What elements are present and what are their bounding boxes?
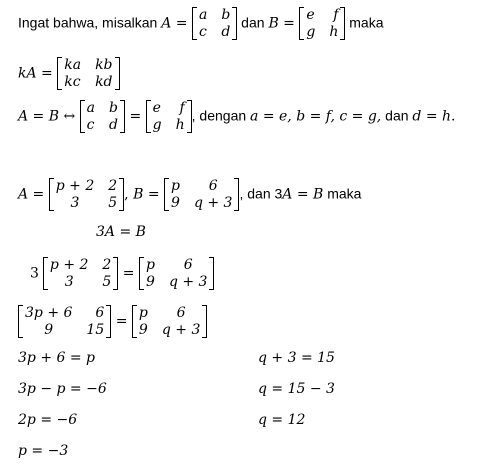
matrix-A: [49, 178, 124, 211]
matrix-A-sub: [43, 257, 118, 290]
cell: 3p + 6: [25, 305, 73, 321]
condition: A = B: [282, 186, 324, 203]
step-q-3: q = 12: [258, 412, 306, 428]
cell: c: [198, 24, 207, 40]
equals: =: [171, 15, 192, 32]
equality-lhs: A = B ↔: [18, 108, 80, 125]
cell: h: [175, 117, 185, 133]
cell: b: [109, 100, 118, 116]
definition-line: [18, 7, 384, 40]
cell: p: [138, 305, 148, 321]
intro-text: Ingat bahwa, misalkan: [18, 14, 162, 31]
cell: h: [329, 24, 339, 40]
cell: a: [86, 100, 96, 116]
cell: g: [152, 117, 162, 133]
matrix-3A: [18, 305, 111, 338]
equals: =: [111, 313, 132, 330]
cell: kd: [95, 74, 113, 90]
with-text: , dengan: [191, 107, 251, 124]
scalar: 3: [30, 265, 39, 282]
cell: f: [179, 100, 185, 116]
step-p-1: 3p + 6 = p: [18, 350, 95, 366]
kA: kA: [18, 65, 37, 82]
cell: ka: [64, 57, 82, 73]
A-eq: A =: [18, 186, 49, 203]
matrix-kA: [57, 57, 119, 90]
matrix-right: [146, 100, 192, 133]
cell: p + 2: [55, 178, 95, 194]
cell: g: [306, 24, 316, 40]
equals: =: [278, 15, 300, 32]
and-text: , dan 3: [239, 185, 283, 202]
cell: 9: [44, 322, 54, 338]
step-p-2: 3p − p = −6: [18, 381, 107, 397]
step-q-1: q + 3 = 15: [258, 350, 335, 366]
cell: 5: [102, 274, 112, 290]
matrix-a-generic: [192, 7, 237, 40]
substitution-line: [30, 257, 214, 290]
cell: 9: [171, 195, 180, 211]
cell: 9: [145, 274, 155, 290]
cell: 6: [176, 305, 186, 321]
equals: =: [125, 108, 146, 125]
matrix-b-generic: [299, 7, 345, 40]
matrix-B: [164, 178, 239, 211]
cell: 6: [183, 257, 193, 273]
problem-line: [18, 178, 361, 211]
then-text: maka: [323, 185, 362, 202]
cell: d: [221, 24, 231, 40]
cell: p: [145, 257, 155, 273]
cell: p + 2: [49, 257, 89, 273]
cell: 6: [95, 305, 105, 321]
matrix-B-sub: [139, 257, 214, 290]
cell: 5: [108, 195, 118, 211]
product-line: [18, 305, 207, 338]
equals: =: [36, 65, 58, 82]
and-text: dan: [237, 14, 269, 31]
cell: 2: [108, 178, 118, 194]
cell: f: [333, 7, 339, 23]
cell: a: [198, 7, 208, 23]
cell: e: [306, 7, 315, 23]
cell: q + 3: [161, 322, 201, 338]
cell: q + 3: [193, 195, 233, 211]
B-eq: B =: [133, 186, 164, 203]
cell: kb: [95, 57, 113, 73]
comma: ,: [124, 186, 134, 203]
var-b: B: [268, 15, 279, 32]
conditions: a = e, b = f, c = g,: [250, 108, 382, 125]
cell: p: [171, 178, 180, 194]
scalar-multiplication-line: [18, 57, 120, 90]
cell: d: [109, 117, 118, 133]
then-text: maka: [345, 14, 384, 31]
cell: 6: [208, 178, 218, 194]
equality-line: [18, 100, 455, 133]
cell: 3: [70, 195, 80, 211]
matrix-left: [80, 100, 125, 133]
and-text: dan: [381, 107, 413, 124]
equation-3A-B: 3A = B: [96, 224, 146, 240]
cell: q + 3: [168, 274, 208, 290]
condition-d: d = h: [412, 108, 452, 125]
cell: b: [221, 7, 231, 23]
cell: 2: [102, 257, 112, 273]
step-p-3: 2p = −6: [18, 412, 78, 428]
equals: =: [118, 265, 139, 282]
period: .: [451, 108, 456, 125]
cell: 3: [64, 274, 74, 290]
cell: c: [86, 117, 95, 133]
var-a: A: [161, 15, 172, 32]
step-q-2: q = 15 − 3: [258, 381, 335, 397]
cell: e: [152, 100, 161, 116]
cell: 9: [138, 322, 148, 338]
cell: 15: [86, 322, 105, 338]
cell: kc: [64, 74, 81, 90]
matrix-B-final: [132, 305, 207, 338]
step-p-4: p = −3: [18, 443, 69, 459]
